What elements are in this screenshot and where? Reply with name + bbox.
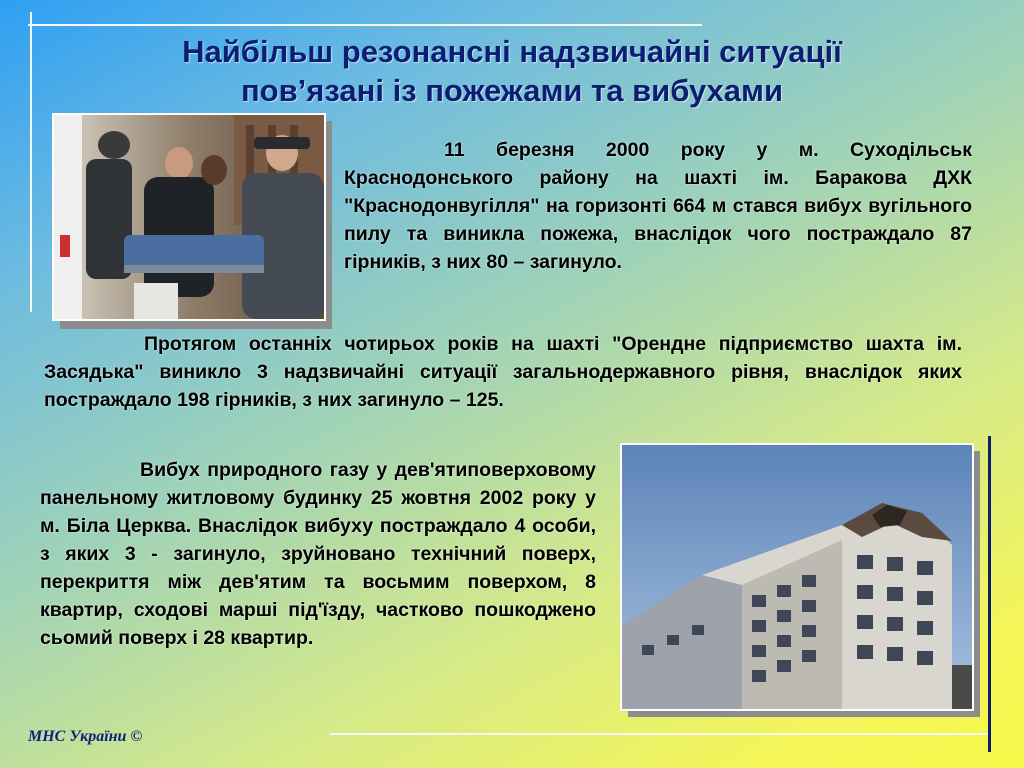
mine-rescue-photo [52, 113, 326, 321]
left-decor-line [30, 12, 32, 312]
top-decor-line [28, 24, 702, 26]
damaged-building-photo [620, 443, 974, 711]
right-decor-line [988, 436, 991, 752]
title-line-1: Найбільш резонансні надзвичайні ситуації [182, 34, 842, 69]
paragraph-zasyadko-mine: Протягом останніх чотирьох років на шахті "Орендне підприємство шахта ім. Засядька" виникло 3 надзвичайні ситуації загальнодержавного рівня, внаслідок яких постраждало 198 гірників, з них загинуло – 125. [44, 333, 962, 411]
paragraph-bila-tserkva: Вибух природного газу у дев'ятиповерховому панельному житловому будинку 25 жовтня 2002 року у м. Біла Церква. Внаслідок вибуху постраждало 4 особи, з яких 3 - загинуло, зруйновано технічний поверх, перекриття між дев'ятим та восьмим поверхом, 8 квартир, сходові марші під'їзду, частково пошкоджено сьомий поверх і 28 квартир. [40, 459, 596, 649]
paragraph-mine-explosion: 11 березня 2000 року у м. Суходільськ Краснодонського району на шахті ім. Баракова ДХК "Краснодонвугілля" на горизонті 664 м стався вибух вугільного пилу та виникла пожежа, внаслідок чого постраждало 87 гірників, з них 80 – загинуло. [344, 139, 972, 273]
title-line-2: пов’язані із пожежами та вибухами [240, 73, 784, 108]
bottom-decor-line [330, 733, 990, 735]
damaged-building-image [622, 445, 972, 709]
page-title [100, 32, 924, 110]
footer-copyright: МНС України © [28, 728, 143, 745]
mine-rescue-image [54, 115, 324, 319]
